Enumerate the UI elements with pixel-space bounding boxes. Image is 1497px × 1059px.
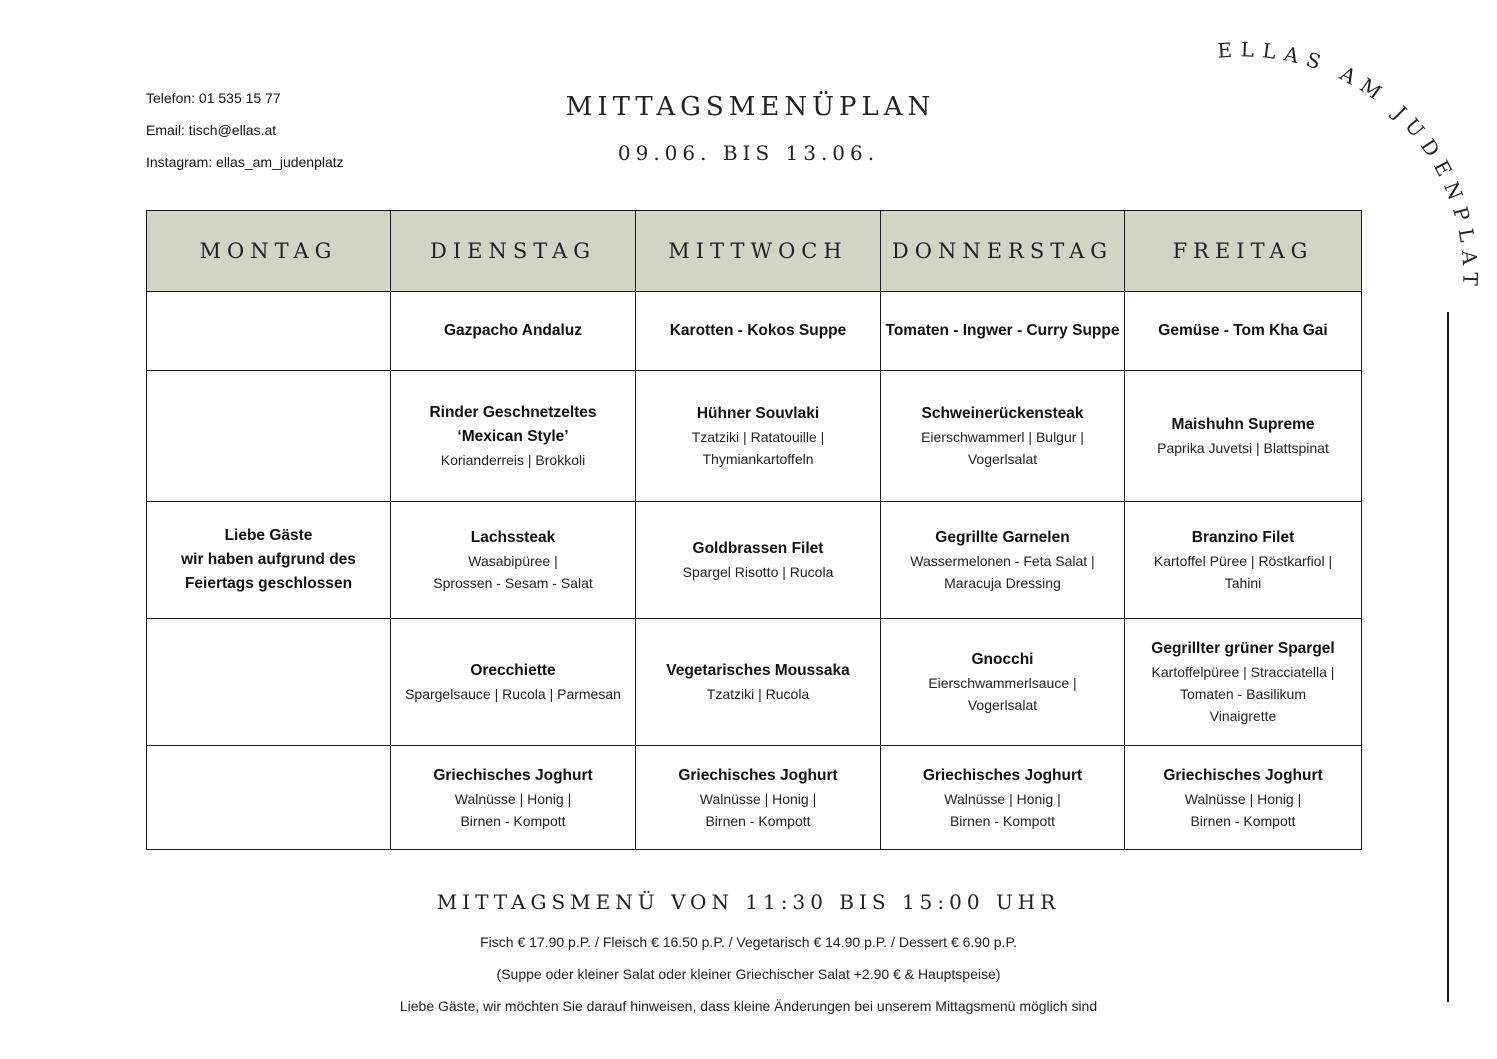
menu-cell: [1125, 371, 1362, 502]
menu-cell: [391, 746, 636, 850]
dish-sides: Wassermelonen - Feta Salat |: [910, 553, 1095, 569]
menu-cell: [636, 619, 881, 746]
dish-name: Rinder Geschnetzeltes ‘Mexican Style’: [429, 404, 597, 445]
monday-cell: [147, 371, 391, 502]
menu-table: [146, 210, 1362, 850]
dish-name: Gegrillter grüner Spargel: [1151, 640, 1335, 657]
menu-cell: [881, 502, 1125, 619]
notice-line: wir haben aufgrund des: [181, 551, 356, 568]
menu-cell: [881, 746, 1125, 850]
notice-line: Liebe Gäste: [224, 527, 313, 544]
dish-sides: Thymiankartoffeln: [702, 451, 814, 467]
day-header-tuesday: DIENSTAG: [391, 211, 636, 292]
email-text: Email: tisch@ellas.at: [146, 122, 277, 138]
dish-sides: Walnüsse | Honig |: [454, 790, 572, 807]
dish-sides: Birnen - Kompott: [705, 812, 811, 829]
lunch-hours-title: MITTAGSMENÜ VON 11:30 BIS 15:00 UHR: [436, 890, 1061, 914]
dish-sides: Birnen - Kompott: [1190, 812, 1296, 829]
dish-name: Gazpacho Andaluz: [443, 322, 583, 339]
dish-sides: Vinaigrette: [1209, 708, 1277, 724]
dish-name: Gnocchi: [971, 651, 1034, 668]
monday-cell: [147, 746, 391, 850]
brand-name: ELLAS AM JUDENPLATZ: [1089, 11, 1483, 294]
day-header-monday: MONTAG: [147, 211, 391, 292]
table-row: [147, 746, 1362, 850]
menu-cell: [636, 292, 881, 371]
menu-cell: [1125, 746, 1362, 850]
dish-name: Orecchiette: [470, 662, 556, 679]
menu-cell: [636, 746, 881, 850]
monday-closed-notice: [147, 502, 391, 619]
dish-name: Griechisches Joghurt: [922, 766, 1083, 784]
page-title: MITTAGSMENÜPLAN: [565, 92, 936, 122]
dish-name: Griechisches Joghurt: [678, 766, 838, 784]
dish-sides: Korianderreis | Brokkoli: [440, 452, 586, 468]
dish-sides: Tahini: [1224, 575, 1262, 591]
dish-sides: Spargel Risotto | Rucola: [682, 564, 834, 580]
dish-sides: Tomaten - Basilikum: [1179, 686, 1307, 702]
table-row: [147, 371, 1362, 502]
dish-sides: Vogerlsalat: [967, 697, 1038, 713]
dish-sides: Birnen - Kompott: [460, 812, 566, 829]
dish-sides: Tzatziki | Ratatouille |: [691, 429, 825, 445]
dish-sides: Eierschwammerlsauce |: [928, 675, 1077, 691]
day-header-wednesday: MITTWOCH: [636, 211, 881, 292]
menu-cell: [881, 619, 1125, 746]
dish-sides: Eierschwammerl | Bulgur |: [921, 429, 1084, 445]
dish-sides: Wasabipüree |: [468, 553, 558, 569]
table-row: [147, 619, 1362, 746]
monday-cell: [147, 292, 391, 371]
dish-sides: Kartoffelpüree | Stracciatella |: [1151, 664, 1335, 680]
menu-cell: [636, 502, 881, 619]
dish-name: Karotten - Kokos Suppe: [669, 322, 847, 339]
dish-sides: Walnüsse | Honig |: [699, 790, 817, 807]
addon-info: (Suppe oder kleiner Salat oder kleiner Griechischer Salat +2.90 € & Hauptspeise): [496, 966, 1001, 982]
dish-name: Maishuhn Supreme: [1171, 416, 1315, 433]
menu-cell: [391, 292, 636, 371]
dish-sides: Vogerlsalat: [967, 451, 1038, 467]
dish-sides: Paprika Juvetsi | Blattspinat: [1157, 440, 1329, 456]
dish-name: Tomaten - Ingwer - Curry Suppe: [885, 322, 1120, 339]
dish-sides: Walnüsse | Honig |: [944, 790, 1061, 807]
dish-sides: Maracuja Dressing: [944, 575, 1061, 591]
dish-sides: Tzatziki | Rucola: [706, 686, 810, 702]
dish-name: Griechisches Joghurt: [433, 766, 593, 784]
menu-cell: [1125, 502, 1362, 619]
table-row: [147, 292, 1362, 371]
day-header-thursday: DONNERSTAG: [881, 211, 1125, 292]
dish-name: Schweinerückensteak: [921, 405, 1084, 422]
dish-name: Gegrillte Garnelen: [935, 529, 1070, 546]
day-header-row: [147, 211, 1362, 292]
notice-line: Feiertags geschlossen: [184, 575, 353, 592]
dish-sides: Spargelsauce | Rucola | Parmesan: [405, 686, 621, 702]
menu-cell: [636, 371, 881, 502]
dish-sides: Walnüsse | Honig |: [1184, 790, 1302, 807]
dish-name: Branzino Filet: [1191, 529, 1295, 546]
price-list: Fisch € 17.90 p.P. / Fleisch € 16.50 p.P. / Vegetarisch € 14.90 p.P. / Dessert € 6.90 p.P.: [480, 934, 1017, 950]
change-notice: Liebe Gäste, wir möchten Sie darauf hinweisen, dass kleine Änderungen bei unserem Mittagsmenü möglich sind: [399, 998, 1098, 1014]
dish-name: Griechisches Joghurt: [1163, 766, 1323, 784]
dish-name: Gemüse - Tom Kha Gai: [1158, 322, 1328, 339]
menu-cell: [881, 292, 1125, 371]
dish-name: Hühner Souvlaki: [696, 405, 820, 422]
menu-cell: [1125, 619, 1362, 746]
dish-sides: Birnen - Kompott: [949, 812, 1056, 829]
dish-name: Lachssteak: [470, 529, 556, 546]
phone-text: Telefon: 01 535 15 77: [146, 90, 281, 106]
menu-cell: [1125, 292, 1362, 371]
date-range: 09.06. BIS 13.06.: [617, 141, 880, 165]
dish-name: Goldbrassen Filet: [692, 540, 824, 557]
menu-cell: [881, 371, 1125, 502]
table-row: [147, 502, 1362, 619]
menu-cell: [391, 371, 636, 502]
monday-cell: [147, 619, 391, 746]
menu-cell: [391, 619, 636, 746]
dish-sides: Sprossen - Sesam - Salat: [433, 575, 593, 591]
dish-name: Vegetarisches Moussaka: [666, 662, 850, 679]
day-header-friday: FREITAG: [1125, 211, 1362, 292]
dish-sides: Kartoffel Püree | Röstkarfiol |: [1153, 553, 1333, 569]
menu-cell: [391, 502, 636, 619]
instagram-text: Instagram: ellas_am_judenplatz: [146, 154, 344, 170]
